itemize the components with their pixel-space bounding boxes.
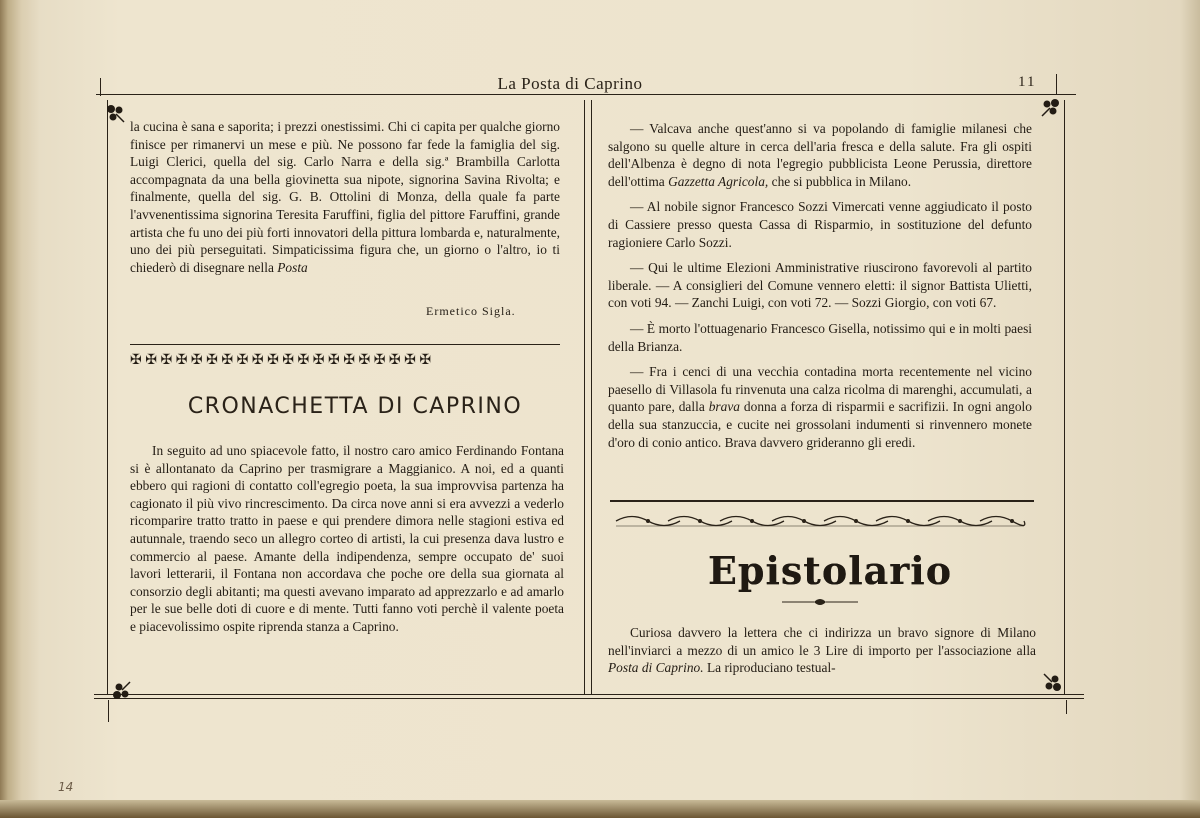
cross-divider-row: ✠✠✠✠✠✠✠✠✠✠✠✠✠✠✠✠✠✠✠✠	[130, 352, 435, 368]
left-continued-text	[130, 118, 560, 284]
running-header-title: La Posta di Caprino	[497, 74, 643, 93]
header-rule	[96, 94, 1076, 95]
title-flourish-icon	[780, 596, 860, 608]
news-paragraph-gisella: — È morto l'ottuagenario Francesco Gisella, notissimo qui e in molti paesi della Brianza.	[608, 320, 1032, 354]
frame-right-rule	[1064, 100, 1065, 694]
right-column-news	[608, 120, 1032, 459]
news-paragraph-cassiere: — Al nobile signor Francesco Sozzi Vimercati venne aggiudicato il posto di Cassiere presso questa Cassa di Risparmio, in sostituzione del defunto ragioniere Carlo Sozzi.	[608, 199, 1032, 250]
epistolario-body	[608, 624, 1036, 685]
corner-ornament-icon	[110, 680, 132, 702]
epistolario-top-rule	[610, 500, 1034, 502]
pencil-mark: 14	[58, 780, 74, 794]
epistolario-paragraph: Curiosa davvero la lettera che ci indirizza un bravo signore di Milano nell'inviarci a mezzo di un amico le 3 Lire di importo per l'associazione alla Posta di Caprino. La riproduciano testual-	[608, 625, 1036, 676]
column-divider-rule-2	[591, 100, 592, 694]
corner-ornament-icon	[104, 102, 126, 124]
corner-ornament-icon	[1042, 672, 1064, 694]
news-paragraph-elezioni: — Qui le ultime Elezioni Amministrative riuscirono favorevoli al partito liberale. — A consiglieri del Comune vennero eletti: il signor Battista Ulietti, con voti 94. — Zanchi Luigi, con voti 72. — Sozzi Giorgio, con voti 67.	[608, 260, 1032, 311]
news-paragraph-valcava: — Valcava anche quest'anno si va popolando di famiglie milanesi che salgono su quelle alture in cerca dell'aria fresca e della salute. Fra gli ospiti dell'Albenza è degno di nota l'egregio pubblicista Leone Perussia, direttore dell'ottima Gazzetta Agricola, che si pubblica in Milano.	[608, 121, 1032, 189]
section-divider-rule	[130, 344, 560, 345]
news-paragraph-villasola: — Fra i cenci di una vecchia contadina morta recentemente nel vicino paesello di Villasola fu rinvenuta una calza ricolma di marenghi, accumulati, a quanto pare, dalla brava donna a forza di risparmii e sacrifizii. In ogni angolo della sua stanzuccia, e cucite nei grossolani indumenti si rinvennero monete d'oro di conio antico. Brava davvero grideranno gli eredi.	[608, 364, 1032, 450]
scroll-ornament-icon	[612, 510, 1028, 532]
page-number: 11	[1018, 74, 1037, 90]
frame-left-rule	[107, 100, 108, 694]
cronachetta-paragraph: In seguito ad uno spiacevole fatto, il nostro caro amico Ferdinando Fontana si è allontanato da Caprino per trasmigrare a Maggianico. A noi, ed a quanti ebbero qui ragioni di contatto coll'egregio poeta, la sua improvvisa partenza ha cagionato il più vivo rincrescimento. Da circa nove anni si era avvezzi a vederlo ricomparire tratto tratto in paese e qui prendere dimora nelle stagioni estiva ed autunnale, traendo seco un allegro corteo di artisti, la cui presenza dava lustro e commercio al paese. Amante della indipendenza, sempre occupato de' suoi lavori letterarii, il Fontana non accordava che poche ore della sua giornata al consorzio degli abitanti; ma questi avevano imparato ad apprezzarlo e ad amarlo per le sue belle doti di cuore e di mente. Tutti fanno voti perchè il valente poeta e piacevolissimo ospite riprenda stanza a Caprino.	[130, 443, 564, 634]
cronachetta-title: CRONACHETTA DI CAPRINO	[187, 394, 523, 419]
header-left-tick	[100, 78, 101, 96]
cronachetta-body	[130, 442, 564, 644]
corner-ornament-icon	[1040, 96, 1062, 118]
epistolario-title: Epistolario	[707, 548, 953, 593]
book-spine-shadow	[0, 0, 40, 818]
continued-paragraph-italic: Posta	[277, 259, 308, 275]
header-right-tick	[1056, 74, 1057, 94]
footer-left-tick	[108, 700, 109, 722]
footer-right-tick	[1066, 700, 1067, 714]
page-bottom-edge	[0, 800, 1200, 818]
continued-paragraph: la cucina è sana e saporita; i prezzi onestissimi. Chi ci capita per qualche giorno finisce per rimanervi un mese e più. Ne possono far fede la famiglia del sig. Luigi Clerici, quella del sig. Carlo Narra e della sig.ª Brambilla Carlotta accompagnata da una bella giovinetta sua nipote, signorina Savina Rivolta; e finalmente, quella del sig. G. B. Ottolini di Monza, della quale fa parte l'avvenentissima signorina Teresita Faruffini, figlia del pittore Faruffini, grande artista che fu uno dei più forti innovatori della pittura lombarda e, naturalmente, uno dei più perseguitati. Simpaticissima figura che, un giorno o l'altro, io ti chiederò di disegnare nella	[130, 119, 560, 275]
author-signature: Ermetico Sigla.	[426, 304, 516, 318]
footer-rule	[94, 694, 1084, 695]
footer-rule-2	[94, 698, 1084, 699]
